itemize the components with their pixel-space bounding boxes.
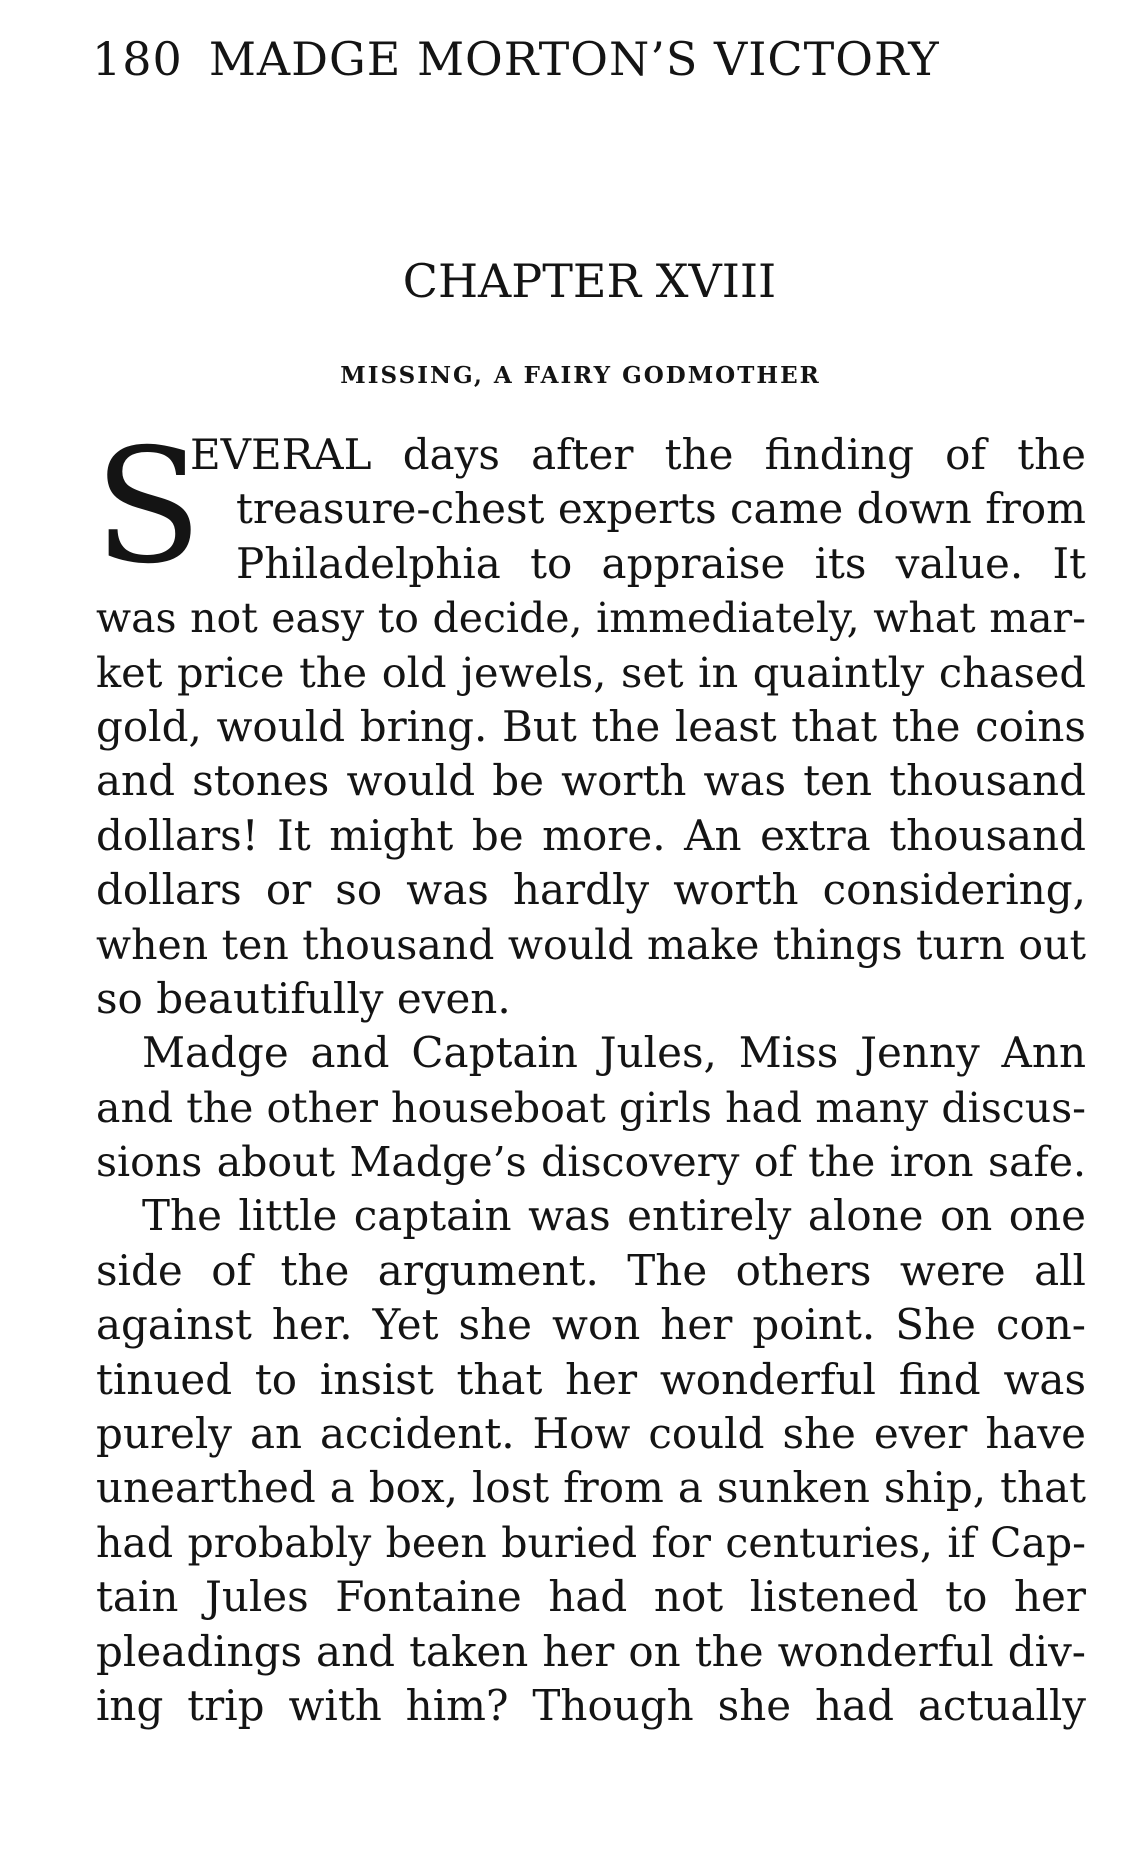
text-line: dollars or so was hardly worth considering, — [96, 865, 1086, 915]
text-line: pleadings and taken her on the wonderful div- — [96, 1626, 1086, 1676]
drop-cap: S — [94, 415, 203, 599]
text-line: purely an accident. How could she ever have — [96, 1409, 1086, 1459]
text-line: side of the argument. The others were all — [96, 1245, 1086, 1295]
text-line: dollars! It might be more. An extra thousand — [96, 810, 1086, 860]
text-line: Madge and Captain Jules, Miss Jenny Ann — [142, 1028, 1086, 1078]
chapter-title: CHAPTER XVIII — [402, 254, 777, 308]
body-text — [94, 415, 1086, 1733]
text-line: was not easy to decide, immediately, what mar- — [96, 594, 1086, 643]
text-line: tinued to insist that her wonderful find was — [96, 1354, 1086, 1404]
text-line: EVERAL days after the finding of the — [190, 430, 1086, 479]
text-line: gold, would bring. But the least that the coins — [96, 701, 1086, 751]
book-title: MADGE MORTON’S VICTORY — [208, 32, 940, 86]
text-line: tain Jules Fontaine had not listened to her — [96, 1572, 1086, 1622]
chapter-subtitle: MISSING, A FAIRY GODMOTHER — [340, 362, 821, 389]
running-head — [92, 32, 940, 86]
text-line: and the other houseboat girls had many discus- — [96, 1083, 1086, 1132]
text-line: sions about Madge’s discovery of the iron safe. — [96, 1138, 1086, 1187]
text-line: ing trip with him? Though she had actually — [96, 1680, 1086, 1730]
text-line: Philadelphia to appraise its value. It — [236, 538, 1086, 588]
text-line: unearthed a box, lost from a sunken ship, that — [96, 1463, 1086, 1513]
text-line: against her. Yet she won her point. She con- — [96, 1300, 1086, 1350]
text-line: had probably been buried for centuries, if Cap- — [96, 1518, 1086, 1567]
text-line: The little captain was entirely alone on one — [142, 1191, 1086, 1241]
text-line: so beautifully even. — [96, 973, 511, 1023]
text-line: when ten thousand would make things turn out — [96, 920, 1086, 969]
text-line: ket price the old jewels, set in quaintly chased — [96, 647, 1086, 697]
page-number: 180 — [92, 32, 183, 86]
text-line: treasure-chest experts came down from — [236, 484, 1086, 534]
text-line: and stones would be worth was ten thousand — [96, 756, 1086, 806]
